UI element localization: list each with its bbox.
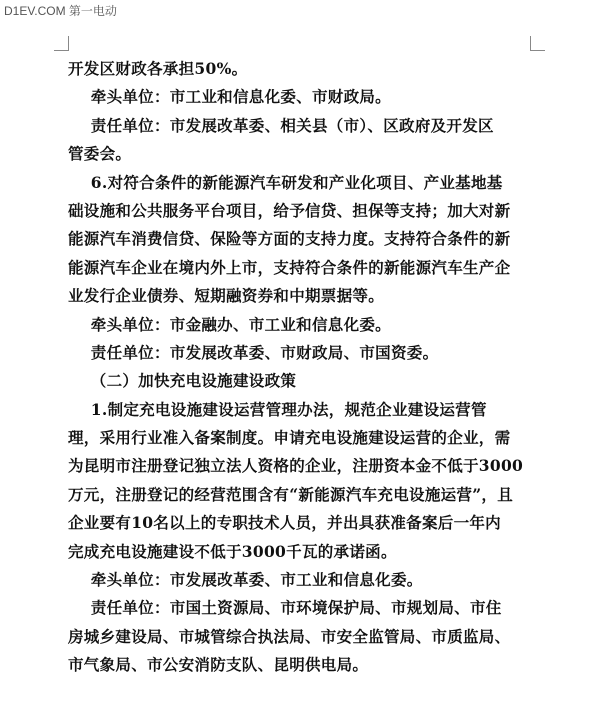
text-line: 牵头单位：市金融办、市工业和信息化委。: [68, 314, 391, 334]
text-line: 管委会。: [68, 144, 132, 164]
text-line: 牵头单位：市发展改革委、市工业和信息化委。: [68, 570, 423, 590]
text-line: 万元，注册登记的经营范围含有“新能源汽车充电设施运营”，且: [68, 484, 514, 504]
text-line: 理，采用行业准入备案制度。申请充电设施建设运营的企业，需: [68, 428, 511, 448]
text-line: 房城乡建设局、市城管综合执法局、市安全监管局、市质监局、: [68, 626, 511, 646]
text-line: 为昆明市注册登记独立法人资格的企业，注册资本金不低于3000: [68, 456, 524, 476]
text-line: 能源汽车消费信贷、保险等方面的支持力度。支持符合条件的新: [68, 229, 511, 249]
page-corner-mark-right: [530, 36, 545, 51]
text-line: 牵头单位：市工业和信息化委、市财政局。: [68, 87, 391, 107]
text-line: 6.对符合条件的新能源汽车研发和产业化项目、产业基地基: [68, 172, 503, 192]
page-corner-mark-left: [54, 36, 69, 51]
document-body: [68, 55, 532, 680]
text-line: 企业要有10名以上的专职技术人员，并出具获准备案后一年内: [68, 513, 501, 533]
text-line: 责任单位：市国土资源局、市环境保护局、市规划局、市住: [68, 598, 502, 618]
section-heading: （二）加快充电设施建设政策: [68, 371, 297, 391]
text-line: 责任单位：市发展改革委、相关县（市）、区政府及开发区: [68, 115, 494, 135]
text-line: 能源汽车企业在境内外上市，支持符合条件的新能源汽车生产企: [68, 257, 511, 277]
text-line: 责任单位：市发展改革委、市财政局、市国资委。: [68, 342, 439, 362]
text-line: 业发行企业债券、短期融资券和中期票据等。: [68, 286, 385, 306]
text-line: 1.制定充电设施建设运营管理办法，规范企业建设运营管: [68, 399, 487, 419]
text-line: 市气象局、市公安消防支队、昆明供电局。: [68, 655, 369, 675]
text-line: 开发区财政各承担50%。: [68, 59, 248, 78]
text-line: 完成充电设施建设不低于3000千瓦的承诺函。: [68, 541, 397, 561]
watermark: D1EV.COM 第一电动: [4, 4, 117, 18]
text-line: 础设施和公共服务平台项目，给予信贷、担保等支持；加大对新: [68, 200, 511, 220]
